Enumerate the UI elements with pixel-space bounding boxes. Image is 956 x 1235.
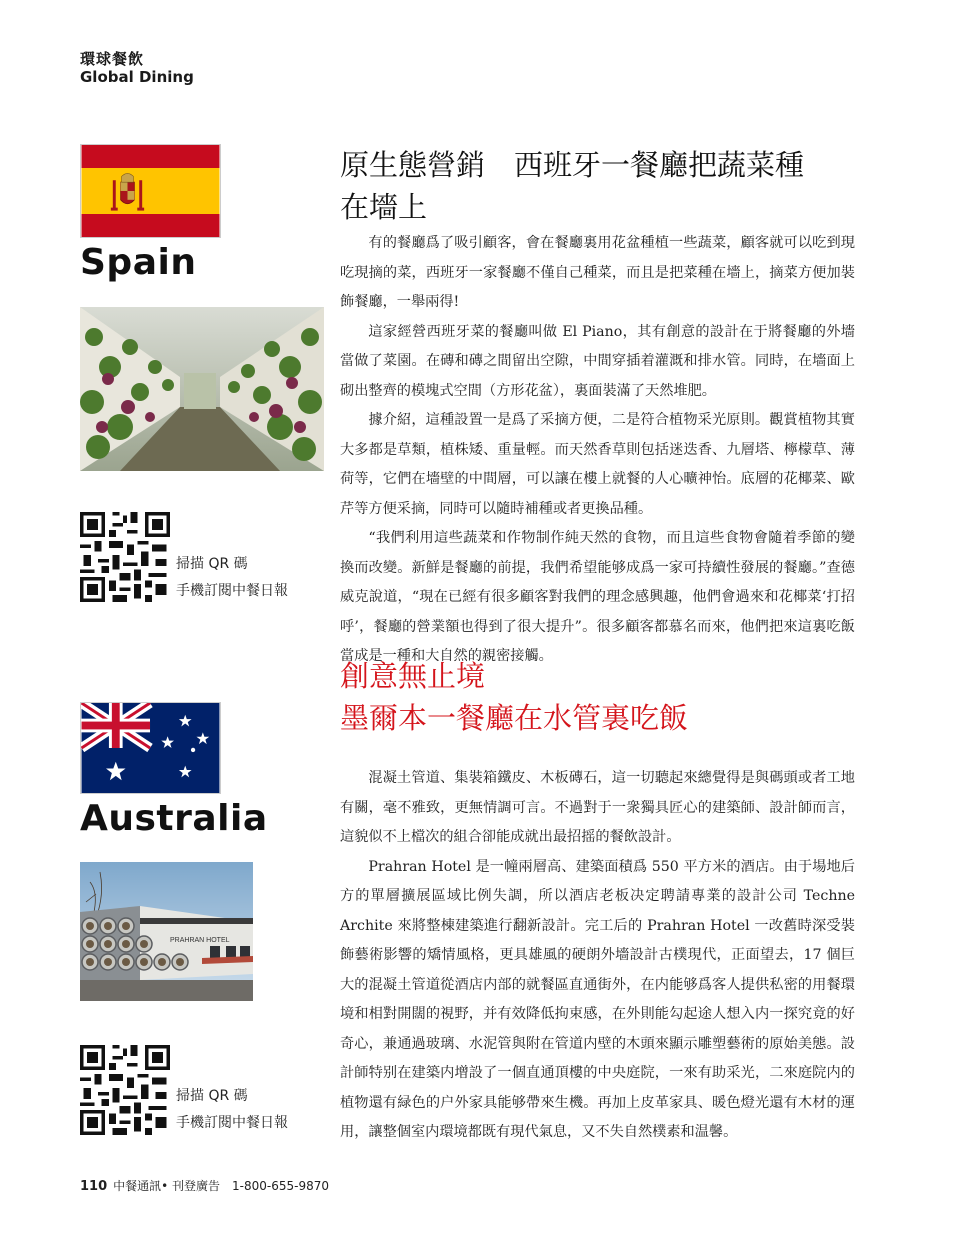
- section-title-en: Global Dining: [80, 68, 194, 86]
- paragraph: 這家經營西班牙菜的餐廳叫做 El Piano，其有創意的設計在于將餐廳的外墻當做了菜園。在磚和磚之間留出空隙，中間穿插着灌溉和排水管。同時，在墻面上砌出整齊的模塊式空間（方形花盆），裏面裝滿了天然堆肥。: [340, 323, 855, 399]
- article-title-australia: [340, 655, 880, 739]
- qr-caption-line1: 掃描 QR 碼: [176, 1088, 248, 1104]
- prahran-hotel-photo: [80, 862, 253, 1001]
- spain-vertical-garden-photo: [80, 307, 324, 471]
- title-line: 墨爾本一餐廳在水管裏吃飯: [340, 701, 689, 735]
- qr-code-icon[interactable]: [80, 1045, 170, 1135]
- title-line: 原生態營銷 西班牙一餐廳把蔬菜種: [340, 148, 805, 182]
- spain-flag-icon: [80, 144, 221, 238]
- qr-caption-line2: 手機訂閱中餐日報: [176, 583, 288, 599]
- paragraph: 據介紹，這種設置一是爲了采摘方便，二是符合植物采光原則。觀賞植物其實大多都是草類，植株矮、重量輕。而天然香草則包括迷迭香、九層塔、檸檬草、薄荷等，它們在墻壁的中間層，可以讓在樓上就餐的人心曠神怡。底層的花椰菜、歐芹等方便采摘，同時可以隨時補種或者更換品種。: [340, 412, 855, 517]
- paragraph: “我們利用這些蔬菜和作物制作純天然的食物，而且這些食物會隨着季節的變換而改變。新鮮是餐廳的前提，我們希望能够成爲一家可持續性發展的餐廳。”查德威克說道，“現在已經有很多顧客對我們的理念感興趣，他們會過來和花椰菜‘打招呼’，餐廳的營業額也得到了很大提升”。很多顧客都慕名而來，他們把來這裏吃飯當成是一種和大自然的親密接觸。: [340, 530, 855, 664]
- paragraph: 混凝土管道、集裝箱鐵皮、木板磚石，這一切聽起來總覺得是與碼頭或者工地有關，毫不雅致，更無情調可言。不過對于一衆獨具匠心的建築師、設計師而言，這貌似不上檔次的組合卻能成就出最招摇的餐飲設計。: [340, 770, 855, 845]
- article-body-spain: [340, 229, 855, 672]
- article-title-spain: [340, 144, 880, 228]
- country-label-australia: Australia: [80, 798, 268, 839]
- paragraph: Prahran Hotel 是一幢兩層高、建築面積爲 550 平方米的酒店。由于場地后方的單層擴展區域比例失調，所以酒店老板决定聘請專業的設計公司 Techne Archite 來將整棟建築進行翻新設計。完工后的 Prahran Hotel 一改舊時深受裝飾藝術影響的矯情風格，更具雄風的硬朗外墻設計古樸現代，正面望去，17 個巨大的混凝土管道從酒店内部的就餐區直通街外，在内能够爲客人提供私密的用餐環境和相對開闊的視野，并有效降低拘束感，在外則能勾起途人想入内一探究竟的好奇心，兼通過玻璃、水泥管與附在管道内壁的木頭來顯示雕塑藝術的原始美態。設計師特别在建築内增設了一個直通頂樓的中央庭院，一來有助采光，二來庭院内的植物還有緑色的户外家具能够帶來生機。再加上皮革家具、暖色燈光還有木材的運用，讓整個室内環境都既有現代氣息，又不失自然樸素和温馨。: [340, 858, 855, 1140]
- country-label-spain: Spain: [80, 242, 197, 283]
- article-body-australia: [340, 764, 855, 1148]
- qr-caption: [176, 1083, 288, 1137]
- section-title-cn: 環球餐飲: [80, 50, 145, 68]
- page-number: 110: [80, 1179, 108, 1194]
- qr-caption-line2: 手機訂閱中餐日報: [176, 1115, 288, 1131]
- qr-code-icon[interactable]: [80, 512, 170, 602]
- title-line: 在墻上: [340, 190, 428, 224]
- australia-flag-icon: [80, 702, 221, 794]
- title-line: 創意無止境: [340, 659, 486, 693]
- qr-caption: [176, 551, 288, 605]
- footer-text: 中餐通訊• 刊登廣告 1-800-655-9870: [113, 1179, 330, 1193]
- page-footer: [80, 1177, 329, 1194]
- hotel-sign: PRAHRAN HOTEL: [170, 937, 230, 944]
- qr-caption-line1: 掃描 QR 碼: [176, 556, 248, 572]
- paragraph: 有的餐廳爲了吸引顧客，會在餐廳裏用花盆種植一些蔬菜，顧客就可以吃到現吃現摘的菜，西班牙一家餐廳不僅自己種菜，而且是把菜種在墻上，摘菜方便加裝飾餐廳，一舉兩得!: [340, 235, 855, 310]
